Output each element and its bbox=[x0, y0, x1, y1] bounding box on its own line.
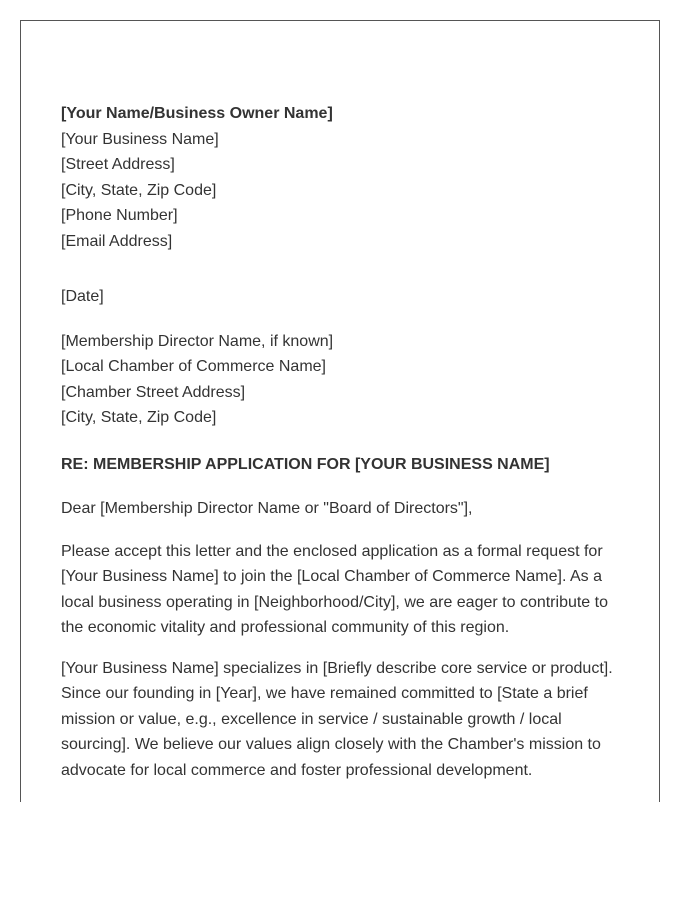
sender-city: [City, State, Zip Code] bbox=[61, 181, 217, 199]
recipient-block bbox=[61, 329, 621, 431]
recipient-chamber: [Local Chamber of Commerce Name] bbox=[61, 358, 326, 375]
letter-subject: RE: MEMBERSHIP APPLICATION FOR [YOUR BUSINESS NAME] bbox=[61, 455, 550, 473]
sender-business: [Your Business Name] bbox=[61, 130, 219, 148]
letter-body bbox=[61, 101, 621, 783]
body-paragraph-2: [Your Business Name] specializes in [Briefly describe core service or product]. Since our founding in [Year], we have remained committed to [State a brief mission or value, e.g., excellence in service / sustainable growth / local sourcing]. We believe our values align closely with the Chamber's mission to advocate for local commerce and foster professional development. bbox=[61, 659, 613, 779]
body-paragraph-1: Please accept this letter and the enclosed application as a formal request for [Your Business Name] to join the [Local Chamber of Commerce Name]. As a local business operating in [Neighborhood/City], we are eager to contribute to the economic vitality and professional community of this region. bbox=[61, 542, 608, 636]
sender-email: [Email Address] bbox=[61, 232, 173, 250]
letter-date: [Date] bbox=[61, 288, 104, 305]
spacer bbox=[61, 310, 621, 329]
recipient-name: [Membership Director Name, if known] bbox=[61, 332, 334, 350]
sender-phone: [Phone Number] bbox=[61, 207, 178, 224]
recipient-street: [Chamber Street Address] bbox=[61, 383, 246, 401]
sender-name: [Your Name/Business Owner Name] bbox=[61, 105, 333, 122]
letter-page bbox=[20, 20, 660, 802]
recipient-city: [City, State, Zip Code] bbox=[61, 409, 217, 426]
letter-salutation: Dear [Membership Director Name or "Board of Directors"], bbox=[61, 500, 473, 517]
spacer bbox=[61, 254, 621, 284]
sender-street: [Street Address] bbox=[61, 156, 175, 173]
sender-block bbox=[61, 101, 621, 254]
